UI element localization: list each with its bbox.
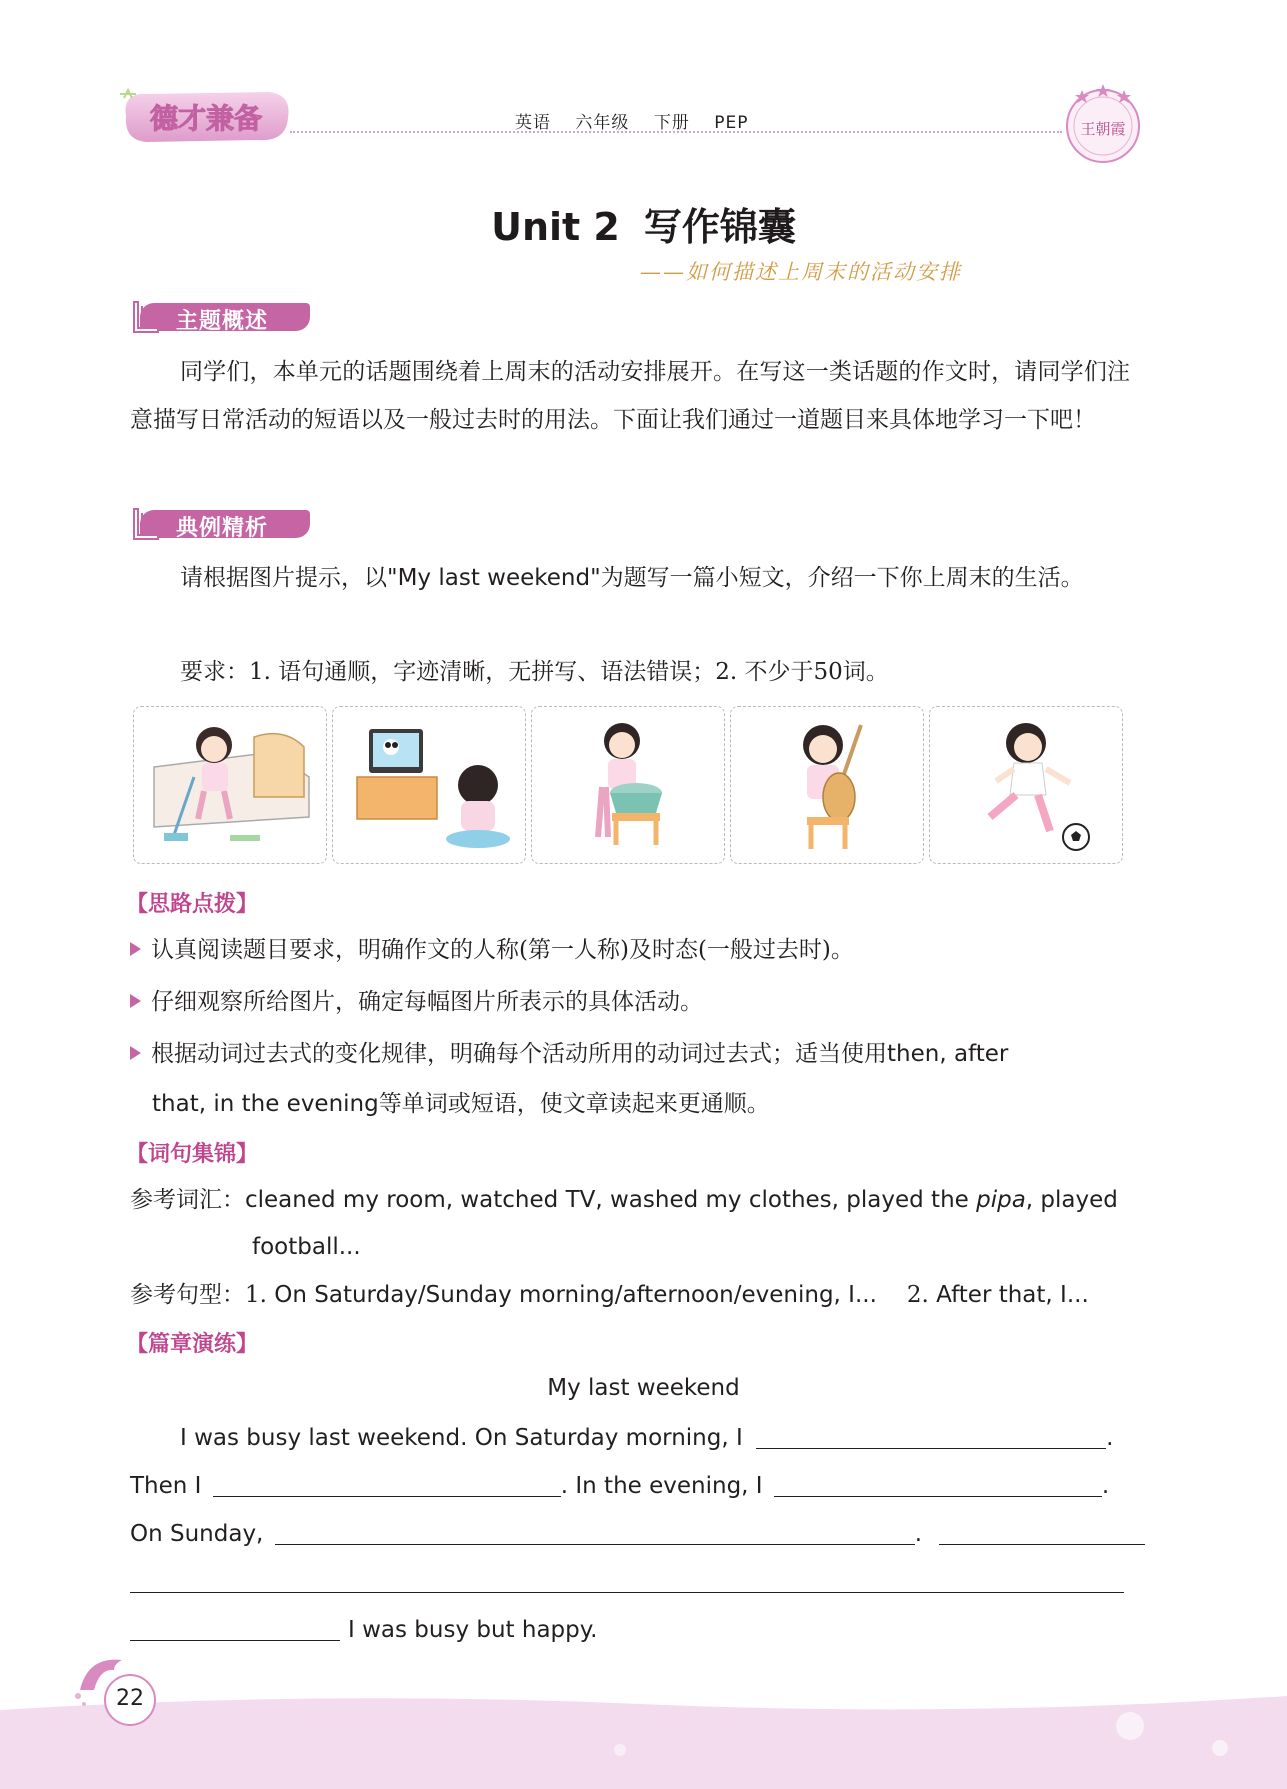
section-tag-overview [128, 298, 328, 334]
page-number: 22 [116, 1686, 144, 1711]
vocab-words: 参考词汇：cleaned my room, watched TV, washed my clothes, played the pipa, played [130, 1187, 1118, 1213]
essay-line-5: I was busy but happy. [130, 1614, 597, 1643]
picture-cleaning-room [133, 706, 327, 864]
picture-playing-pipa [730, 706, 924, 864]
answer-blank[interactable] [130, 1614, 340, 1641]
answer-blank-line[interactable] [130, 1592, 1124, 1593]
title-name: 写作锦囊 [643, 205, 796, 249]
header-meta [515, 108, 766, 133]
answer-blank[interactable] [275, 1518, 915, 1545]
picture-strip [133, 706, 1124, 864]
book-stack-icon [128, 505, 174, 541]
essay-line-1: I was busy last weekend. On Saturday morning, I . [180, 1422, 1113, 1451]
svg-text:德才兼备: 德才兼备 [149, 102, 263, 135]
edition: PEP [714, 113, 749, 133]
overview-paragraph: 同学们，本单元的话题围绕着上周末的活动安排展开。在写这一类话题的作文时，请同学们注意描写日常活动的短语以及一般过去时的用法。下面让我们通过一道题目来具体地学习一下吧！ [130, 359, 1130, 433]
page-title [0, 196, 1287, 251]
triangle-bullet-icon [130, 1046, 141, 1060]
book-stack-icon [128, 298, 174, 334]
grade: 六年级 [575, 113, 630, 133]
brand-logo [118, 86, 294, 146]
volume: 下册 [653, 113, 690, 133]
answer-blank[interactable] [213, 1470, 561, 1497]
practice-heading: 【篇章演练】 [126, 1332, 259, 1357]
tag-label: 主题概述 [176, 309, 269, 334]
answer-blank[interactable] [774, 1470, 1102, 1497]
author-seal [1062, 80, 1144, 166]
picture-watching-tv [332, 706, 526, 864]
svg-text:王朝霞: 王朝霞 [1080, 120, 1126, 138]
essay-line-3: On Sunday, . [130, 1518, 1145, 1547]
picture-playing-football [929, 706, 1123, 864]
answer-blank[interactable] [939, 1518, 1145, 1545]
prompt-text: 为题写一篇小短文，介绍一下你上周末的生活。 [600, 565, 1084, 591]
answer-blank[interactable] [756, 1422, 1106, 1449]
prompt-text: 请根据图片提示，以 [180, 565, 387, 591]
unit-number: Unit 2 [491, 205, 620, 249]
hint-item-continued: that, in the evening等单词或短语，使文章读起来更通顺。 [152, 1091, 770, 1117]
vocab-heading: 【词句集锦】 [126, 1142, 259, 1167]
requirement-text: 要求：1. 语句通顺，字迹清晰，无拼写、语法错误；2. 不少于50词。 [180, 659, 889, 685]
page-subtitle: ——如何描述上周末的活动安排 [640, 260, 962, 284]
vocab-words-continued: football... [252, 1234, 361, 1260]
prompt-topic: "My last weekend" [387, 565, 601, 591]
subject: 英语 [515, 113, 551, 133]
essay-line-2: Then I . In the evening, I . [130, 1470, 1109, 1499]
hint-item: 仔细观察所给图片，确定每幅图片所表示的具体活动。 [130, 977, 1130, 1027]
picture-washing-clothes [531, 706, 725, 864]
example-prompt [130, 554, 1130, 602]
hint-item: 根据动词过去式的变化规律，明确每个活动所用的动词过去式；适当使用then, after [130, 1029, 1130, 1079]
hints-heading: 【思路点拨】 [126, 892, 259, 917]
section-tag-example [128, 505, 328, 541]
footer-wave [0, 1690, 1287, 1789]
hint-item: 认真阅读题目要求，明确作文的人称(第一人称)及时态(一般过去时)。 [130, 925, 1130, 975]
vocab-sentences: 参考句型：1. On Saturday/Sunday morning/afternoon/evening, I... 2. After that, I... [130, 1282, 1089, 1308]
tag-label: 典例精析 [176, 516, 269, 541]
page-number-badge [100, 1668, 160, 1728]
triangle-bullet-icon [130, 942, 141, 956]
triangle-bullet-icon [130, 994, 141, 1008]
essay-title: My last weekend [547, 1375, 740, 1401]
